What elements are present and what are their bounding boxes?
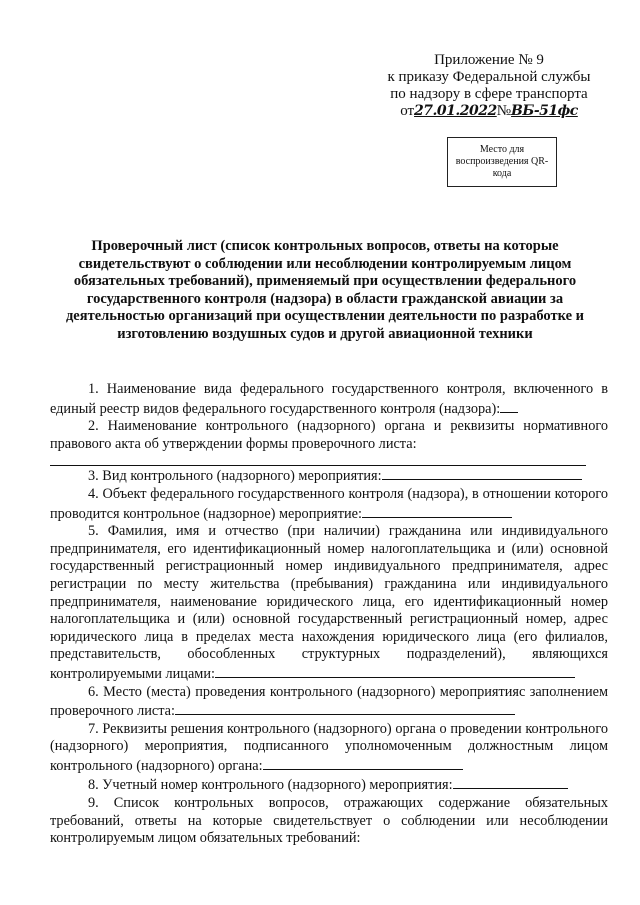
fill-line-6: [175, 701, 515, 715]
qr-placeholder-text: Место для воспроизведения QR-кода: [455, 144, 549, 179]
document-body: [50, 381, 608, 848]
number-sign: №: [496, 103, 512, 119]
item-7-text: 7. Реквизиты решения контрольного (надзорного) органа о проведении контрольного (надзорного) мероприятия, подписанного уполномоченным должностным лицом контрольного (надзорного) органа:: [50, 720, 608, 774]
fill-line-1: [500, 399, 518, 413]
item-9: [50, 795, 608, 848]
item-4: [50, 486, 608, 523]
item-9-text: 9. Список контрольных вопросов, отражающих содержание обязательных требований, ответы на которые свидетельствует о соблюдении или несоблюдении контролируемым лицом обязательных требований:: [50, 795, 608, 847]
item-1: [50, 381, 608, 418]
appendix-header: [384, 52, 594, 120]
item-8-text: 8. Учетный номер контрольного (надзорного) мероприятия:: [88, 777, 453, 794]
item-4-text: 4. Объект федерального государственного контроля (надзора), в отношении которого проводится контрольное (надзорное) мероприятие:: [50, 485, 608, 522]
document-title: Проверочный лист (список контрольных вопросов, ответы на которые свидетельствуют о соблюдении или несоблюдении контролируемым лицом обязательных требований), применяемый при осуществлении федерального государственного контроля (надзора) в области гражданской авиации за деятельностью организаций при осуществлении деятельности по разработке и изготовлению воздушных судов и другой авиационной техники: [65, 238, 585, 342]
item-3: [50, 466, 608, 486]
item-1-text: 1. Наименование вида федерального государственного контроля, включенного в единый реестр видов федерального государственного контроля (надзора):: [50, 381, 608, 417]
appendix-line-2: к приказу Федеральной службы: [387, 69, 591, 85]
item-6: [50, 684, 608, 721]
appendix-line-1: Приложение № 9: [434, 52, 544, 68]
fill-line-7: [263, 756, 463, 770]
fill-line-5: [215, 664, 575, 678]
handwritten-number: ВБ-51фс: [511, 103, 578, 119]
handwritten-date: 27.01.2022: [414, 103, 497, 119]
fill-line-8: [453, 775, 568, 789]
item-5-text: 5. Фамилия, имя и отчество (при наличии) гражданина или индивидуального предпринимателя, его идентификационный номер налогоплательщика и (или) основной государственный регистрационный номер индивидуального предпринимателя, адрес регистрации по месту жительства (пребывания) гражданина или индивидуального предпринимателя, наименование юридического лица, его идентификационный номер налогоплательщика и (или) основной государственный регистрационный номер, адрес юридического лица в пределах места нахождения юридического лица (его филиалов, представительств, обособленных структурных подразделений), являющихся контролируемыми лицами:: [50, 523, 608, 682]
appendix-date-line: [384, 103, 594, 120]
fill-line-4: [362, 504, 512, 518]
item-7: [50, 721, 608, 776]
item-3-text: 3. Вид контрольного (надзорного) мероприятия:: [88, 468, 382, 485]
item-8: [50, 775, 608, 795]
item-5: [50, 523, 608, 683]
item-6-text: 6. Место (места) проведения контрольного (надзорного) мероприятияс заполнением проверочного листа:: [50, 683, 608, 720]
fill-line-2: [50, 453, 586, 466]
qr-code-placeholder: [447, 137, 557, 187]
appendix-line-3: по надзору в сфере транспорта: [390, 86, 588, 102]
item-2-text: 2. Наименование контрольного (надзорного) органа и реквизиты нормативного правового акта об утверждении формы проверочного листа:: [50, 418, 608, 452]
fill-line-3: [382, 466, 582, 480]
from-prefix: от: [400, 103, 415, 119]
item-2: [50, 418, 608, 453]
